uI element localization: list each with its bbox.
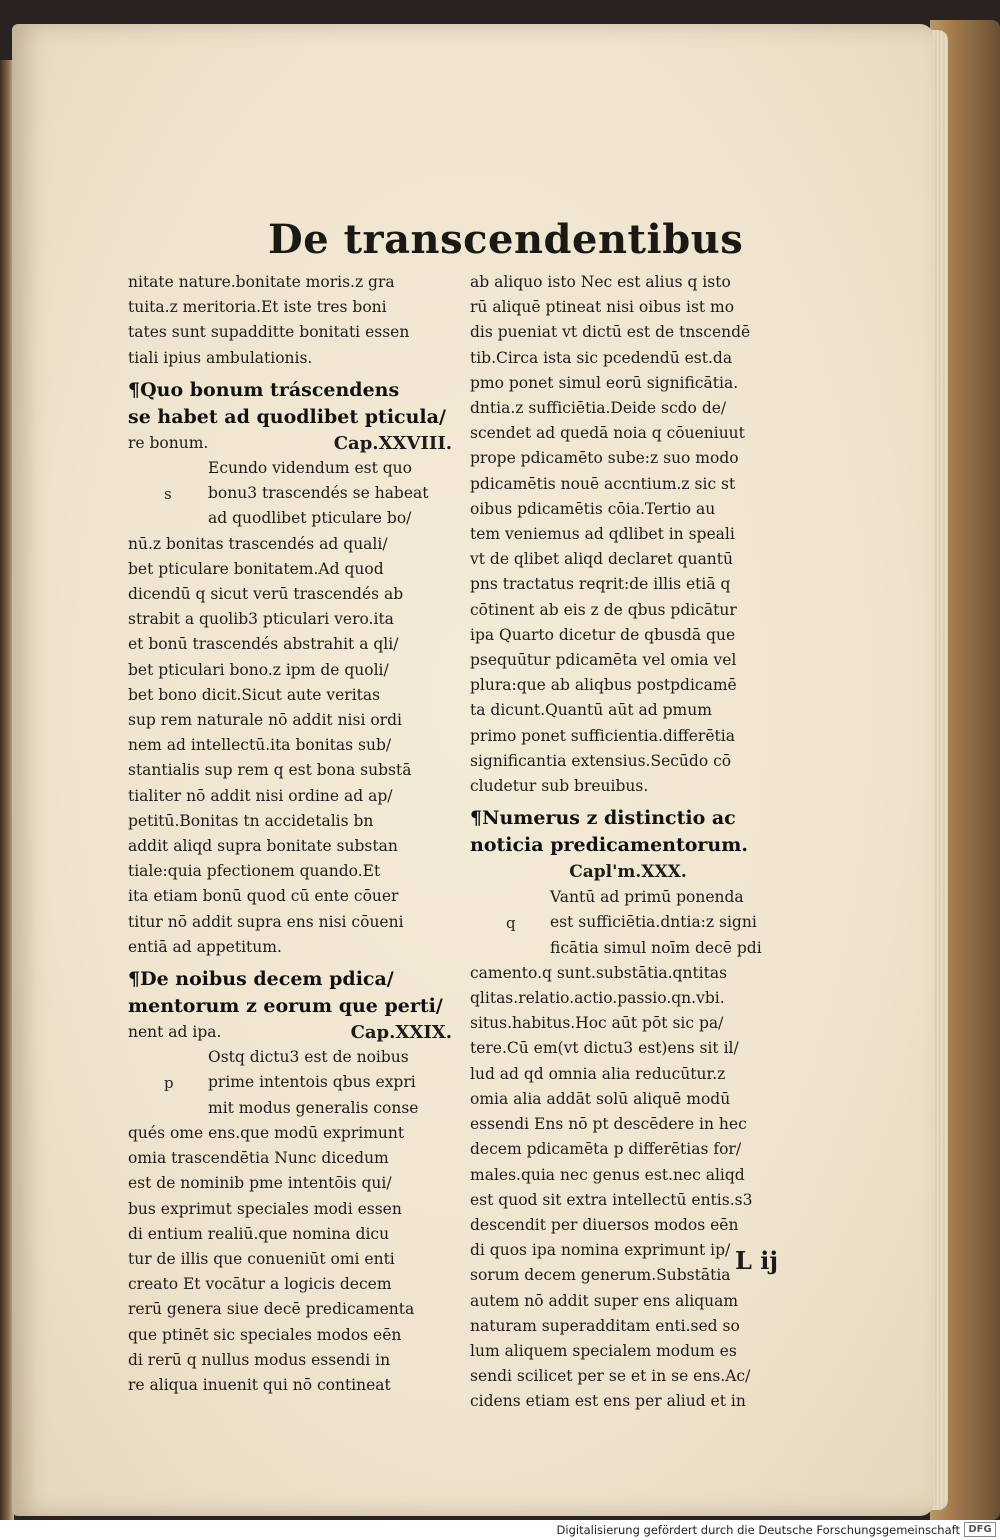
text-line: significantia extensius.Secūdo cō [470, 751, 732, 770]
chapter-number: Capl'm.XXX. [569, 862, 687, 883]
text-line: cidens etiam est ens per aliud et in [470, 1392, 746, 1411]
text-line: tates sunt supadditte bonitati essen [128, 323, 410, 342]
text-line: sendi scilicet per se et in se ens.Ac/ [470, 1367, 751, 1386]
right-top-paragraph [470, 270, 786, 799]
text-line: decem pdicamēta p differētias for/ [470, 1140, 742, 1159]
text-line: tialiter nō addit nisi ordine ad ap/ [128, 786, 393, 805]
heading-line: ¶Quo bonum tráscendens [128, 378, 400, 401]
left-top-paragraph [128, 270, 458, 371]
text-line: nū.z bonitas trascendés ad quali/ [128, 534, 388, 553]
text-line: bet pticulare bonitatem.Ad quod [128, 559, 384, 578]
text-line: rerū genera siue decē predicamenta [128, 1300, 415, 1319]
heading-line: se habet ad quodlibet pticula/ [128, 405, 446, 428]
text-line: sorum decem generum.Substātia [470, 1266, 731, 1285]
text-line: nitate nature.bonitate moris.z gra [128, 273, 395, 291]
text-line: est de nominib pme intentōis qui/ [128, 1174, 392, 1193]
text-line: addit aliqd supra bonitate substan [128, 837, 398, 856]
text-line: tib.Circa ista sic pcedendū est.da [470, 348, 733, 367]
text-line: bet pticulari bono.z ipm de quoli/ [128, 660, 389, 679]
chapter-number: Cap.XXVIII. [333, 432, 452, 454]
text-line: est quod sit extra intellectū entis.s3 [470, 1190, 753, 1209]
text-line: mit modus generalis conse [208, 1098, 419, 1117]
text-line: naturam superadditam enti.sed so [470, 1316, 740, 1335]
text-line: camento.q sunt.substātia.qntitas [470, 963, 728, 982]
text-line: rū aliquē ptineat nisi oibus ist mo [470, 298, 735, 317]
text-line: primo ponet sufficientia.differētia [470, 726, 735, 745]
digitization-footer [0, 1520, 1000, 1540]
heading-line: ¶Numerus z distinctio ac [470, 807, 736, 830]
text-line: tuita.z meritoria.Et iste tres boni [128, 298, 387, 317]
text-line: lud ad qd omnia alia reducūtur.z [470, 1064, 726, 1083]
initial-letter: q [506, 914, 516, 933]
dfg-logo: DFG [964, 1522, 996, 1537]
text-line: ad quodlibet pticulare bo/ [208, 509, 412, 528]
heading-line: noticia predicamentorum. [470, 834, 748, 857]
text-line: que ptinēt sic speciales modos eēn [128, 1325, 402, 1344]
text-line: oibus pdicamētis cōia.Tertio au [470, 499, 716, 518]
text-line: stantialis sup rem q est bona substā [128, 761, 412, 780]
running-head: De transcendentibus [268, 216, 744, 263]
text-line: di entium realiū.que nomina dicu [128, 1224, 390, 1243]
left-text-column [128, 270, 458, 1398]
text-line: bonu3 trascendés se habeat [208, 484, 429, 503]
chapter-30-body [470, 885, 786, 1414]
text-line: ficātia simul noīm decē pdi [550, 938, 762, 957]
text-line: psequūtur pdicamēta vel omia vel [470, 651, 737, 670]
text-line: re aliqua inuenit qui nō contineat [128, 1375, 391, 1394]
text-line: scendet ad quedā noia q cōueniuut [470, 424, 745, 443]
chapter-29-heading [128, 966, 458, 1045]
text-line: ta dicunt.Quantū aūt ad pmum [470, 701, 712, 720]
right-text-column [470, 270, 786, 1415]
text-line: prime intentois qbus expri [208, 1073, 416, 1092]
text-line: omia alia addāt solū aliquē modū [470, 1089, 731, 1108]
text-line: plura:que ab aliqbus postpdicamē [470, 676, 737, 695]
text-line: omia trascendētia Nunc dicedum [128, 1149, 389, 1168]
text-line: est sufficiētia.dntia:z signi [550, 913, 757, 932]
text-line: dntia.z sufficiētia.Deide scdo de/ [470, 399, 727, 418]
signature-mark: L ij [735, 1246, 779, 1275]
text-line: Vantū ad primū ponenda [550, 888, 744, 907]
text-line: sup rem naturale nō addit nisi ordi [128, 711, 402, 730]
text-line: Ostq dictu3 est de noibus [208, 1048, 409, 1067]
text-line: dicendū q sicut verū trascendés ab [128, 585, 404, 604]
text-line: bus exprimut speciales modi essen [128, 1199, 402, 1218]
chapter-number: Cap.XXIX. [350, 1022, 452, 1044]
heading-line: mentorum z eorum que perti/ [128, 995, 443, 1018]
chapter-29-body [128, 1045, 458, 1398]
text-line: tem veniemus ad qdlibet in speali [470, 525, 735, 544]
text-line: strabit a quolib3 pticulari vero.ita [128, 610, 394, 629]
text-line: Ecundo videndum est quo [208, 459, 412, 478]
text-line: lum aliquem specialem modum es [470, 1341, 737, 1360]
text-line: dis pueniat vt dictū est de tnscendē [470, 323, 751, 342]
text-line: tur de illis que conueniūt omi enti [128, 1249, 395, 1268]
text-line: et bonū trascendés abstrahit a qli/ [128, 635, 399, 654]
initial-letter: p [164, 1074, 174, 1093]
text-line: ab aliquo isto Nec est alius q isto [470, 273, 731, 291]
text-line: titur nō addit supra ens nisi cōueni [128, 912, 404, 931]
text-line: entiā ad appetitum. [128, 937, 282, 956]
text-line: di quos ipa nomina exprimunt ip/ [470, 1241, 731, 1260]
text-line: pns tractatus reqrit:de illis etiā q [470, 575, 731, 594]
funding-credit: Digitalisierung gefördert durch die Deutsche Forschungsgemeinschaft [556, 1523, 960, 1537]
text-line: bet bono dicit.Sicut aute veritas [128, 685, 381, 704]
text-line: cōtinent ab eis z de qbus pdicātur [470, 600, 737, 619]
text-line: qués ome ens.que modū exprimunt [128, 1123, 405, 1142]
text-line: pmo ponet simul eorū significātia. [470, 373, 739, 392]
heading-line: ¶De noibus decem pdica/ [128, 968, 394, 991]
chapter-30-heading [470, 805, 786, 885]
text-line: tiale:quia pfectionem quando.Et [128, 862, 381, 881]
heading-line-last: nent ad ipa. [128, 1023, 222, 1042]
text-line: qlitas.relatio.actio.passio.qn.vbi. [470, 989, 725, 1008]
text-line: tiali ipius ambulationis. [128, 348, 313, 367]
text-line: ita etiam bonū quod cū ente cōuer [128, 887, 399, 906]
text-line: petitū.Bonitas tn accidetalis bn [128, 811, 374, 830]
text-line: essendi Ens nō pt descēdere in hec [470, 1115, 747, 1134]
text-line: situs.habitus.Hoc aūt pōt sic pa/ [470, 1014, 724, 1033]
chapter-28-body [128, 456, 458, 960]
initial-letter: s [164, 485, 172, 504]
text-line: vt de qlibet aliqd declaret quantū [470, 550, 734, 569]
text-line: di rerū q nullus modus essendi in [128, 1350, 391, 1369]
text-line: males.quia nec genus est.nec aliqd [470, 1165, 745, 1184]
text-line: cludetur sub breuibus. [470, 777, 649, 796]
text-line: prope pdicamēto sube:z suo modo [470, 449, 739, 468]
heading-line-last: re bonum. [128, 433, 209, 452]
text-line: descendit per diuersos modos eēn [470, 1215, 739, 1234]
text-line: creato Et vocātur a logicis decem [128, 1275, 392, 1294]
text-line: tere.Cū em(vt dictu3 est)ens sit il/ [470, 1039, 739, 1058]
chapter-28-heading [128, 377, 458, 456]
text-line: pdicamētis nouē accntium.z sic st [470, 474, 736, 493]
text-line: nem ad intellectū.ita bonitas sub/ [128, 736, 392, 755]
text-line: ipa Quarto dicetur de qbusdā que [470, 625, 736, 644]
text-line: autem nō addit super ens aliquam [470, 1291, 739, 1310]
